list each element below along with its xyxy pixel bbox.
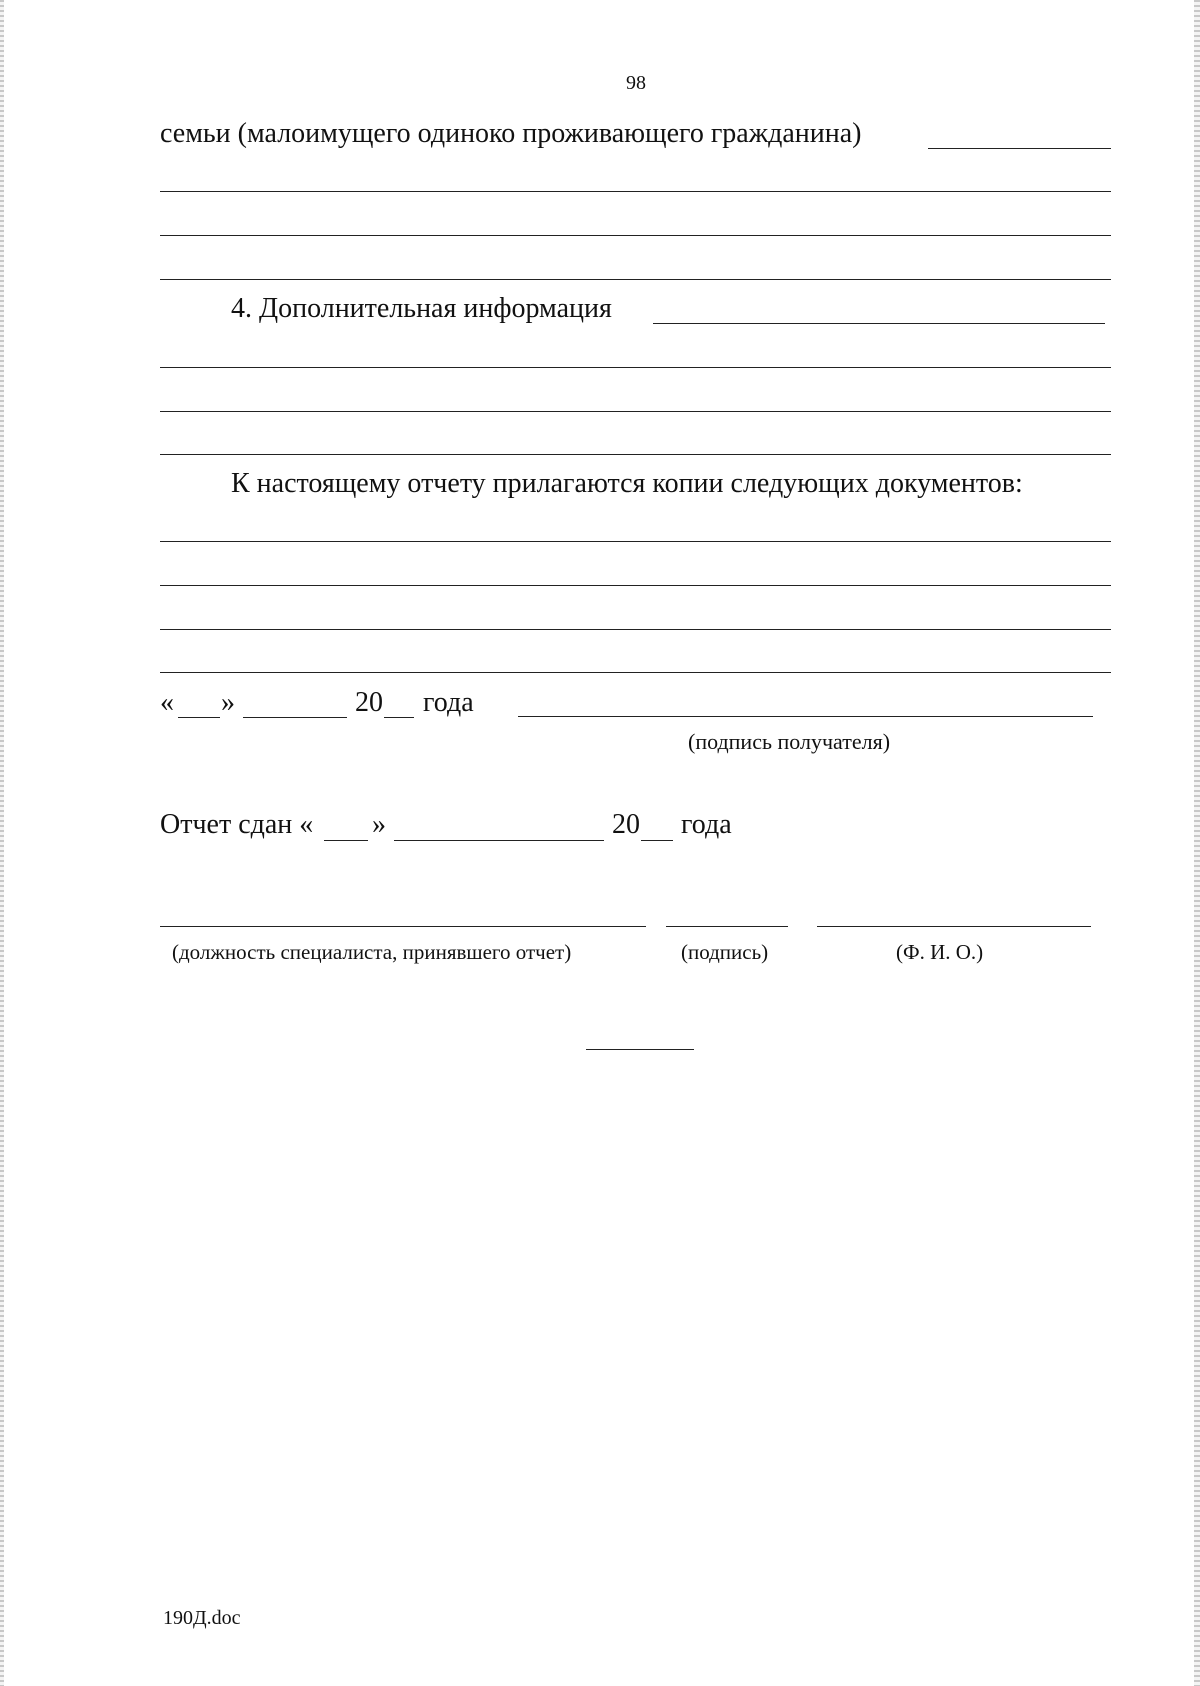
- fill-line: [160, 411, 1111, 412]
- year-blank: [641, 840, 673, 841]
- date-century: 20: [355, 687, 383, 718]
- date-year-word: года: [423, 687, 474, 718]
- scan-edge-right: [1194, 0, 1200, 1686]
- position-caption: (должность специалиста, принявшего отчет): [172, 940, 572, 964]
- full-name-line: [817, 926, 1091, 927]
- report-submitted-label: Отчет сдан «: [160, 809, 314, 840]
- section-4-label: 4. Дополнительная информация: [231, 293, 612, 324]
- signature-caption: (подпись): [681, 940, 769, 964]
- date-close-quote: »: [221, 687, 235, 718]
- report-submitted-year-word: года: [681, 809, 732, 840]
- signature-line: [666, 926, 788, 927]
- report-submitted-close-quote: »: [372, 809, 386, 840]
- fill-line: [160, 279, 1111, 280]
- day-blank: [178, 717, 220, 718]
- continued-text: семьи (малоимущего одиноко проживающего гражданина): [160, 118, 862, 149]
- fill-line: [160, 454, 1111, 455]
- day-blank: [324, 840, 368, 841]
- fill-line: [928, 148, 1111, 149]
- footer-filename: 190Д.doc: [163, 1607, 241, 1629]
- fill-line: [653, 323, 1105, 324]
- full-name-caption: (Ф. И. О.): [896, 940, 984, 964]
- month-blank: [243, 717, 347, 718]
- fill-line: [160, 629, 1111, 630]
- attachments-label: К настоящему отчету прилагаются копии следующих документов:: [231, 468, 1023, 499]
- month-blank: [394, 840, 604, 841]
- date-open-quote: «: [160, 687, 174, 718]
- scan-edge-left: [0, 0, 4, 1686]
- report-submitted-century: 20: [612, 809, 640, 840]
- fill-line: [160, 672, 1111, 673]
- position-line: [160, 926, 646, 927]
- fill-line: [160, 235, 1111, 236]
- fill-line: [160, 191, 1111, 192]
- recipient-signature-caption: (подпись получателя): [688, 729, 891, 754]
- year-blank: [384, 717, 414, 718]
- page-number: 98: [626, 72, 646, 94]
- fill-line: [160, 541, 1111, 542]
- recipient-signature-line: [518, 716, 1093, 717]
- fill-line: [160, 585, 1111, 586]
- fill-line: [160, 367, 1111, 368]
- end-separator-line: [586, 1049, 694, 1050]
